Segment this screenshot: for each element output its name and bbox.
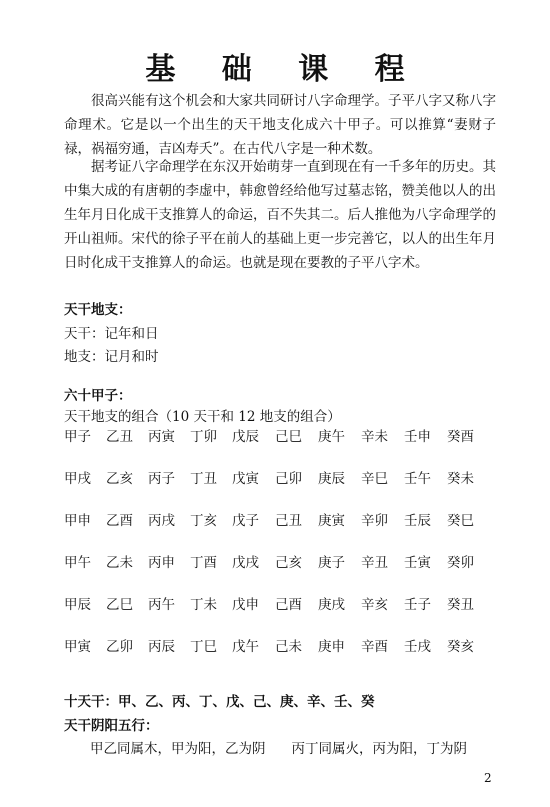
- jiazi-cell: 己酉: [275, 597, 302, 613]
- jiazi-cell: 庚寅: [318, 513, 345, 529]
- jiazi-cell: 辛亥: [361, 597, 388, 613]
- jiazi-cell: 壬子: [404, 597, 431, 613]
- jiazi-cell: 辛未: [361, 429, 388, 445]
- jiazi-cell: 癸酉: [447, 429, 474, 445]
- jiazi-cell: 乙巳: [106, 597, 133, 613]
- yinyang-heading: 天干阴阳五行：: [64, 718, 159, 734]
- jiazi-row: [64, 551, 504, 571]
- jiazi-cell: 乙未: [106, 555, 133, 571]
- jiazi-row: [64, 509, 504, 529]
- jiazi-cell: 戊戌: [232, 555, 259, 571]
- jiazi-cell: 甲子: [64, 429, 91, 445]
- jiazi-cell: 丙子: [148, 471, 175, 487]
- jiazi-cell: 甲申: [64, 513, 91, 529]
- jiazi-cell: 癸未: [447, 471, 474, 487]
- jiazi-row: [64, 593, 504, 613]
- jiazi-cell: 丙辰: [148, 639, 175, 655]
- jiazi-cell: 壬辰: [404, 513, 431, 529]
- jiazi-cell: 戊申: [232, 597, 259, 613]
- jiazi-cell: 丙戌: [148, 513, 175, 529]
- jiazi-cell: 甲午: [64, 555, 91, 571]
- jiazi-cell: 甲辰: [64, 597, 91, 613]
- yinyang-fire: 丙丁同属火，丙为阳，丁为阴: [291, 741, 467, 757]
- jiazi-cell: 戊辰: [232, 429, 259, 445]
- history-paragraph: 据考证八字命理学在东汉开始萌芽一直到现在有一千多年的历史。其中集大成的有唐朝的李虚中，韩愈曾经给他写过墓志铭，赞美他以人的出生年月日化成干支推算人的命运，百不失其二。后人推他为八字命理学的开山祖师。宋代的徐子平在前人的基础上更一步完善它，以人的出生年月日时化成干支推算人的命运。也就是现在要教的子平八字术。: [64, 159, 496, 271]
- jiazi-cell: 乙卯: [106, 639, 133, 655]
- jiazi-row: [64, 635, 504, 655]
- jiazi-cell: 甲戌: [64, 471, 91, 487]
- jiazi-cell: 丙申: [148, 555, 175, 571]
- jiazi-cell: 丙寅: [148, 429, 175, 445]
- jiazi-cell: 庚戌: [318, 597, 345, 613]
- jiazi-cell: 壬午: [404, 471, 431, 487]
- jiazi-cell: 丁卯: [190, 429, 217, 445]
- jiazi-cell: 戊子: [232, 513, 259, 529]
- dizhi-line: 地支：记月和时: [64, 349, 159, 365]
- shi-tiangan-line: 十天干：甲、乙、丙、丁、戊、己、庚、辛、壬、癸: [64, 694, 375, 710]
- jiazi-cell: 乙亥: [106, 471, 133, 487]
- intro-paragraph: 很高兴能有这个机会和大家共同研讨八字命理学。子平八字又称八字命理术。它是以一个出生的天干地支化成六十甲子。可以推算“妻财子禄，祸福穷通，吉凶寿夭”。在古代八字是一种术数。: [64, 93, 496, 157]
- liushi-jiazi-heading: 六十甲子：: [64, 388, 132, 404]
- liushi-jiazi-description: 天干地支的组合（10 天干和 12 地支的组合）: [64, 409, 341, 425]
- jiazi-cell: 戊午: [232, 639, 259, 655]
- jiazi-cell: 庚申: [318, 639, 345, 655]
- jiazi-cell: 丁未: [190, 597, 217, 613]
- jiazi-cell: 己亥: [275, 555, 302, 571]
- jiazi-cell: 壬戌: [404, 639, 431, 655]
- jiazi-cell: 癸卯: [447, 555, 474, 571]
- jiazi-cell: 辛丑: [361, 555, 388, 571]
- jiazi-cell: 丁丑: [190, 471, 217, 487]
- jiazi-cell: 丁酉: [190, 555, 217, 571]
- jiazi-cell: 己丑: [275, 513, 302, 529]
- jiazi-cell: 己卯: [275, 471, 302, 487]
- jiazi-cell: 辛卯: [361, 513, 388, 529]
- jiazi-cell: 甲寅: [64, 639, 91, 655]
- jiazi-cell: 辛酉: [361, 639, 388, 655]
- tiangan-dizhi-heading: 天干地支：: [64, 302, 132, 318]
- jiazi-cell: 己巳: [275, 429, 302, 445]
- jiazi-cell: 癸丑: [447, 597, 474, 613]
- tiangan-line: 天干：记年和日: [64, 326, 159, 342]
- jiazi-cell: 癸巳: [447, 513, 474, 529]
- page-number: 2: [484, 771, 492, 785]
- jiazi-cell: 乙丑: [106, 429, 133, 445]
- jiazi-cell: 丁巳: [190, 639, 217, 655]
- jiazi-cell: 丁亥: [190, 513, 217, 529]
- jiazi-cell: 辛巳: [361, 471, 388, 487]
- jiazi-cell: 己未: [275, 639, 302, 655]
- jiazi-cell: 乙酉: [106, 513, 133, 529]
- jiazi-cell: 丙午: [148, 597, 175, 613]
- page-title: 基 础 课 程: [145, 52, 423, 87]
- jiazi-row: [64, 467, 504, 487]
- jiazi-cell: 庚午: [318, 429, 345, 445]
- jiazi-cell: 壬申: [404, 429, 431, 445]
- yinyang-line: [90, 737, 490, 757]
- jiazi-cell: 戊寅: [232, 471, 259, 487]
- jiazi-cell: 庚辰: [318, 471, 345, 487]
- jiazi-row: [64, 425, 504, 445]
- yinyang-wood: 甲乙同属木，甲为阳，乙为阴: [90, 741, 266, 757]
- jiazi-cell: 癸亥: [447, 639, 474, 655]
- jiazi-cell: 庚子: [318, 555, 345, 571]
- jiazi-cell: 壬寅: [404, 555, 431, 571]
